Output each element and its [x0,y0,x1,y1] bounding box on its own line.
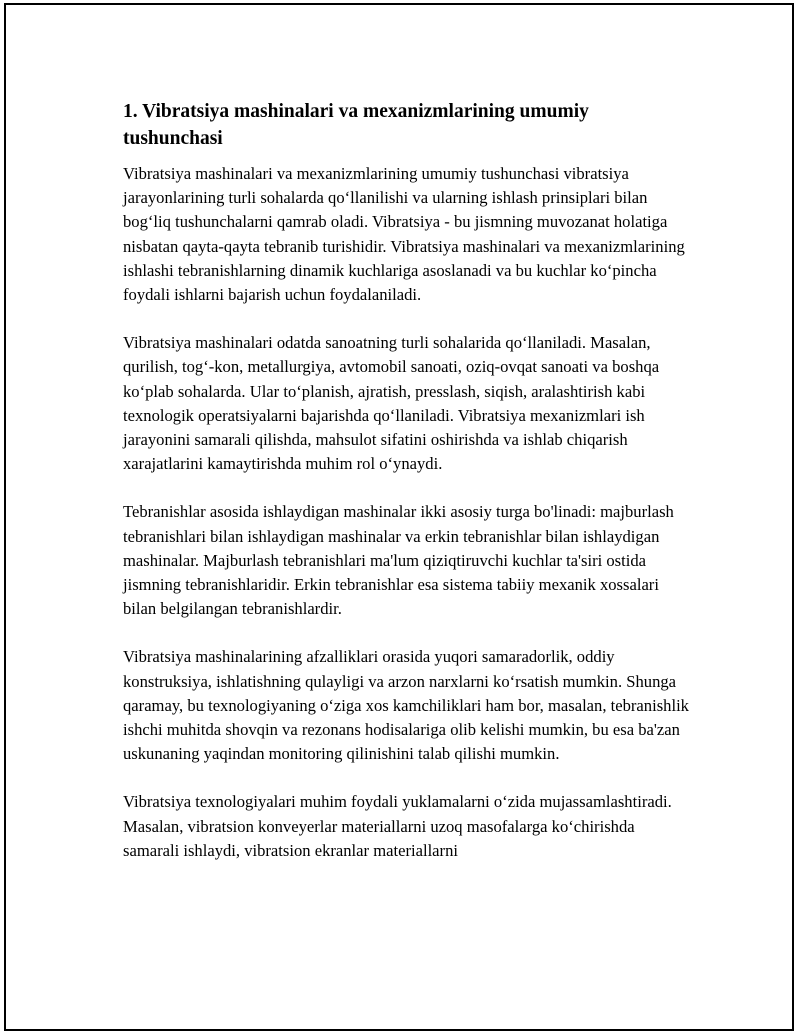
paragraph-4: Vibratsiya mashinalarining afzalliklari orasida yuqori samaradorlik, oddiy konstruksiya, ishlatishning qulayligi va arzon narxlarni ko‘rsatish mumkin. Shunga qaramay, bu texnologiyaning o‘ziga xos kamchiliklari ham bor, masalan, tebranishlik ishchi muhitda shovqin va rezonans hodisalariga olib kelishi mumkin, bu esa ba'zan uskunaning yaqindan monitoring qilinishini talab qilishi mumkin. [123,647,689,764]
paragraph-1: Vibratsiya mashinalari va mexanizmlarining umumiy tushunchasi vibratsiya jarayonlarining turli sohalarda qo‘llanilishi va ularning ishlash prinsiplari bilan bog‘liq tushunchalarni qamrab oladi. Vibratsiya - bu jismning muvozanat holatiga nisbatan qayta-qayta tebranib turishidir. Vibratsiya mashinalari va mexanizmlarining ishlashi tebranishlarning dinamik kuchlariga asoslanadi va bu kuchlar ko‘pincha foydali ishlarni bajarish uchun foydalaniladi. [123,164,685,305]
paragraph-3: Tebranishlar asosida ishlaydigan mashinalar ikki asosiy turga bo'linadi: majburlash tebranishlari bilan ishlaydigan mashinalar va erkin tebranishlar bilan ishlaydigan mashinalar. Majburlash tebranishlari ma'lum qiziqtiruvchi kuchlar ta'siri ostida jismning tebranishlaridir. Erkin tebranishlar esa sistema tabiiy mexanik xossalari bilan belgilangan tebranishlardir. [123,502,674,619]
document-page [4,3,794,1031]
paragraph-5: Vibratsiya texnologiyalari muhim foydali yuklamalarni o‘zida mujassamlashtiradi. Masalan, vibratsion konveyerlar materiallarni uzoq masofalarga ko‘chirishda samarali ishlaydi, vibratsion ekranlar materiallarni [123,792,672,860]
document-body [123,98,693,887]
paragraph-2: Vibratsiya mashinalari odatda sanoatning turli sohalarida qo‘llaniladi. Masalan, qurilish, tog‘-kon, metallurgiya, avtomobil sanoati, oziq-ovqat sanoati va boshqa ko‘plab sohalarda. Ular to‘planish, ajratish, presslash, siqish, aralashtirish kabi texnologik operatsiyalarni bajarishda qo‘llaniladi. Vibratsiya mexanizmlari ish jarayonini samarali qilishda, mahsulot sifatini oshirishda va ishlab chiqarish xarajatlarini kamaytirishda muhim rol o‘ynaydi. [123,333,660,474]
section-title: 1. Vibratsiya mashinalari va mexanizmlarining umumiy tushunchasi [123,101,589,149]
